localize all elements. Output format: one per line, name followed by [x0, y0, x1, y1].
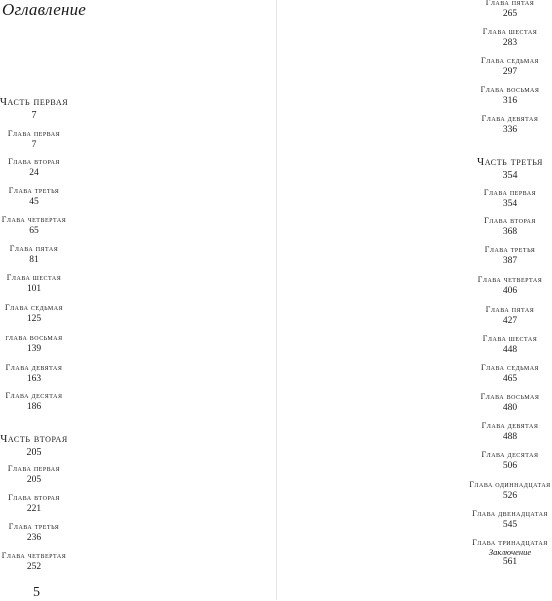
toc-entry-label: Глава девятая — [481, 421, 539, 430]
toc-entry-page: 252 — [26, 562, 42, 572]
toc-entry-label: Глава четвертая — [477, 275, 543, 284]
toc-entry-page: 316 — [502, 96, 518, 106]
toc-chapter-entry — [0, 523, 104, 544]
toc-entry-label: Глава вторая — [8, 157, 60, 166]
toc-entry-page: 163 — [26, 374, 42, 384]
page-number: 5 — [33, 585, 40, 600]
toc-chapter-entry — [0, 334, 104, 355]
toc-entry-page: 125 — [26, 314, 42, 324]
toc-entry-label: Глава седьмая — [480, 363, 540, 372]
toc-entry-note: Заключение — [488, 547, 532, 557]
toc-chapter-entry — [440, 57, 552, 78]
toc-chapter-entry — [0, 245, 104, 266]
toc-entry-page: 465 — [502, 374, 518, 384]
toc-entry-label: Глава пятая — [485, 0, 535, 7]
toc-entry-page: 265 — [502, 9, 518, 19]
toc-chapter-entry — [440, 0, 552, 20]
toc-entry-page: 7 — [31, 110, 37, 121]
toc-chapter-entry — [0, 364, 104, 385]
toc-entry-page: 186 — [26, 402, 42, 412]
toc-chapter-entry — [440, 86, 552, 107]
toc-chapter-entry — [440, 393, 552, 414]
toc-entry-label: Глава девятая — [481, 114, 539, 123]
toc-entry-label: Глава шестая — [6, 273, 62, 282]
toc-entry-page: 354 — [502, 170, 518, 181]
column-divider — [276, 0, 277, 600]
toc-entry-page: 45 — [29, 197, 39, 207]
toc-chapter-entry — [0, 187, 104, 208]
toc-part-entry — [440, 157, 552, 181]
toc-entry-label: Глава четвертая — [1, 551, 67, 560]
toc-entry-label: Глава первая — [7, 129, 61, 138]
toc-entry-page: 65 — [29, 226, 39, 236]
toc-entry-page: 24 — [29, 168, 39, 178]
toc-chapter-entry — [0, 465, 104, 486]
toc-entry-label: Глава седьмая — [4, 303, 64, 312]
toc-chapter-entry — [440, 28, 552, 49]
toc-chapter-entry — [440, 481, 552, 502]
toc-entry-page: 221 — [26, 504, 42, 514]
toc-entry-page: 101 — [26, 284, 42, 294]
toc-entry-label: Часть первая — [0, 96, 69, 108]
toc-chapter-entry — [0, 494, 104, 515]
toc-chapter-entry — [440, 422, 552, 443]
toc-entry-label: Часть третья — [477, 156, 543, 168]
toc-chapter-entry — [440, 364, 552, 385]
toc-entry-page: 488 — [502, 432, 518, 442]
toc-entry-page: 545 — [502, 520, 518, 530]
toc-entry-page: 336 — [502, 125, 518, 135]
toc-entry-page: 236 — [26, 533, 42, 543]
toc-entry-label: глава восьмая — [5, 333, 63, 342]
toc-entry-label: Глава пятая — [9, 244, 59, 253]
toc-chapter-entry — [440, 539, 552, 567]
toc-entry-label: Глава первая — [483, 188, 537, 197]
toc-entry-page: 406 — [502, 286, 518, 296]
toc-chapter-entry — [440, 217, 552, 238]
toc-entry-page: 387 — [502, 256, 518, 266]
toc-chapter-entry — [440, 306, 552, 327]
toc-entry-page: 506 — [502, 461, 518, 471]
toc-entry-page: 480 — [502, 403, 518, 413]
toc-title: Оглавление — [2, 0, 87, 19]
toc-entry-label: Глава шестая — [482, 27, 538, 36]
toc-entry-label: Глава девятая — [5, 363, 63, 372]
toc-entry-label: Глава восьмая — [480, 392, 540, 401]
toc-entry-page: 526 — [502, 491, 518, 501]
toc-chapter-entry — [440, 189, 552, 210]
toc-entry-label: Глава тринадцатая — [472, 538, 548, 547]
toc-entry-label: Глава десятая — [481, 450, 539, 459]
toc-entry-label: Глава первая — [7, 464, 61, 473]
toc-entry-label: Глава шестая — [482, 334, 538, 343]
toc-entry-label: Глава одиннадцатая — [469, 480, 551, 489]
toc-entry-page: 7 — [31, 140, 37, 150]
toc-entry-label: Глава вторая — [484, 216, 536, 225]
toc-entry-label: Глава вторая — [8, 493, 60, 502]
toc-chapter-entry — [440, 246, 552, 267]
toc-chapter-entry — [0, 304, 104, 325]
toc-chapter-entry — [0, 158, 104, 179]
toc-chapter-entry — [440, 115, 552, 136]
toc-entry-label: Глава третья — [484, 245, 536, 254]
toc-entry-page: 139 — [26, 344, 42, 354]
toc-entry-label: Глава десятая — [5, 391, 63, 400]
toc-entry-page: 561 — [502, 556, 518, 567]
toc-chapter-entry — [0, 392, 104, 413]
toc-chapter-entry — [0, 274, 104, 295]
toc-chapter-entry — [440, 451, 552, 472]
toc-chapter-entry — [440, 276, 552, 297]
toc-entry-label: Глава четвертая — [1, 215, 67, 224]
toc-chapter-entry — [0, 552, 104, 573]
toc-part-entry — [0, 97, 104, 121]
toc-entry-label: Глава седьмая — [480, 56, 540, 65]
toc-chapter-entry — [440, 335, 552, 356]
toc-entry-label: Глава третья — [8, 522, 60, 531]
toc-entry-page: 283 — [502, 38, 518, 48]
toc-entry-label: Глава пятая — [485, 305, 535, 314]
toc-entry-label: Глава двенадцатая — [472, 509, 548, 518]
toc-entry-page: 368 — [502, 227, 518, 237]
toc-entry-page: 297 — [502, 67, 518, 77]
toc-entry-page: 205 — [26, 447, 42, 458]
toc-entry-label: Глава восьмая — [480, 85, 540, 94]
toc-entry-page: 81 — [29, 255, 39, 265]
toc-chapter-entry — [440, 510, 552, 531]
toc-chapter-entry — [0, 216, 104, 237]
toc-entry-page: 354 — [502, 199, 518, 209]
toc-entry-page: 427 — [502, 316, 518, 326]
toc-entry-page: 205 — [26, 475, 42, 485]
toc-part-entry — [0, 434, 104, 458]
toc-chapter-entry — [0, 130, 104, 151]
toc-entry-label: Часть вторая — [0, 433, 68, 445]
toc-entry-label: Глава третья — [8, 186, 60, 195]
toc-entry-page: 448 — [502, 345, 518, 355]
